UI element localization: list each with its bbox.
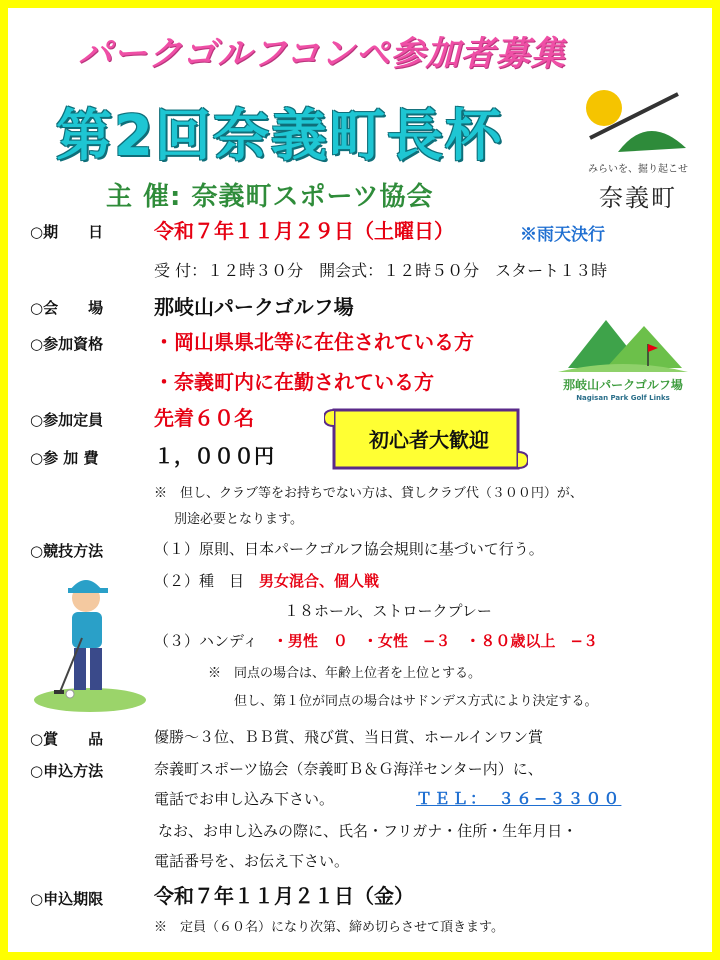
- method-rule-1: （１）原則、日本パークゴルフ協会規則に基づいて行う。: [154, 540, 544, 558]
- schedule: 受 付：１２時３０分 開会式：１２時５０分 スタート１３時: [154, 261, 608, 280]
- method-rule-2: [154, 570, 379, 591]
- tie-rule-2: 但し、第１位が同点の場合はサドンデス方式により決定する。: [234, 694, 598, 709]
- eligibility-line-2: ・奈義町内に在勤されている方: [154, 370, 434, 394]
- park-name: 那岐山パークゴルフ場: [563, 378, 683, 392]
- golfer-icon: [30, 568, 150, 718]
- eligibility-label: ○参加資格: [30, 335, 104, 353]
- flyer-page: [8, 8, 712, 952]
- sun-mountain-icon: [578, 82, 698, 162]
- organizer: 主 催: 奈義町スポーツ協会: [106, 182, 434, 212]
- event-title: 第2回奈義町長杯: [56, 104, 503, 169]
- apply-line-3: なお、お申し込みの際に、氏名・フリガナ・住所・生年月日・: [158, 822, 578, 840]
- town-tagline: みらいを、掘り起こせ: [588, 164, 688, 175]
- prizes-label: ○賞 品: [30, 730, 104, 748]
- banner-text: 初心者大歓迎: [369, 428, 489, 452]
- method-label: ○競技方法: [30, 542, 104, 560]
- fee-note-2: 別途必要となります。: [174, 512, 303, 527]
- apply-line-2: 電話でお申し込み下さい。: [154, 790, 335, 808]
- venue-label: ○会 場: [30, 299, 104, 317]
- rule-2-prefix: （２）種 目: [154, 572, 245, 590]
- town-name: 奈義町: [599, 184, 677, 212]
- apply-line-1: 奈義町スポーツ協会（奈義町Ｂ＆Ｇ海洋センター内）に、: [154, 760, 543, 778]
- fee-label: ○参 加 費: [30, 449, 99, 467]
- rule-2-value: 男女混合、個人戦: [259, 572, 380, 590]
- park-name-en: Nagisan Park Golf Links: [576, 394, 670, 402]
- rule-3-value: ・男性 ０ ・女性 −３ ・８０歳以上 −３: [272, 632, 598, 650]
- venue-value: 那岐山パークゴルフ場: [154, 295, 354, 319]
- park-golf-logo: [548, 312, 698, 412]
- golfer-illustration: [30, 568, 150, 718]
- fee-note-1: ※ 但し、クラブ等をお持ちでない方は、貸しクラブ代（３００円）が、: [154, 486, 583, 501]
- method-rule-2-sub: １８ホール、ストロークプレー: [284, 602, 492, 620]
- date-label: ○期 日: [30, 223, 104, 241]
- phone-number[interactable]: ＴＥＬ： ３６−３３００: [416, 789, 622, 808]
- eligibility-line-1: ・岡山県県北等に在住されている方: [154, 330, 474, 354]
- rule-3-prefix: （３）ハンディ: [154, 632, 258, 650]
- deadline-value: 令和７年１１月２１日（金）: [154, 884, 414, 908]
- date-value: 令和７年１１月２９日（土曜日）: [154, 219, 454, 243]
- beginners-welcome-banner: [324, 404, 528, 476]
- apply-label: ○申込方法: [30, 762, 104, 780]
- headline: パークゴルフコンペ参加者募集: [78, 34, 566, 74]
- tie-rule-1: ※ 同点の場合は、年齢上位者を上位とする。: [208, 666, 482, 681]
- prizes-value: 優勝～３位、ＢＢ賞、飛び賞、当日賞、ホールインワン賞: [154, 728, 543, 746]
- apply-line-4: 電話番号を、お伝え下さい。: [154, 852, 350, 870]
- park-mountain-icon: [548, 312, 698, 376]
- method-rule-3: [154, 630, 598, 651]
- capacity-label: ○参加定員: [30, 411, 104, 429]
- town-logo: [578, 82, 698, 222]
- deadline-note: ※ 定員（６０名）になり次第、締め切らさせて頂きます。: [154, 920, 504, 935]
- deadline-label: ○申込期限: [30, 890, 104, 908]
- fee-value: １，０００円: [154, 444, 274, 468]
- capacity-value: 先着６０名: [154, 406, 254, 430]
- rain-note: ※雨天決行: [520, 225, 605, 245]
